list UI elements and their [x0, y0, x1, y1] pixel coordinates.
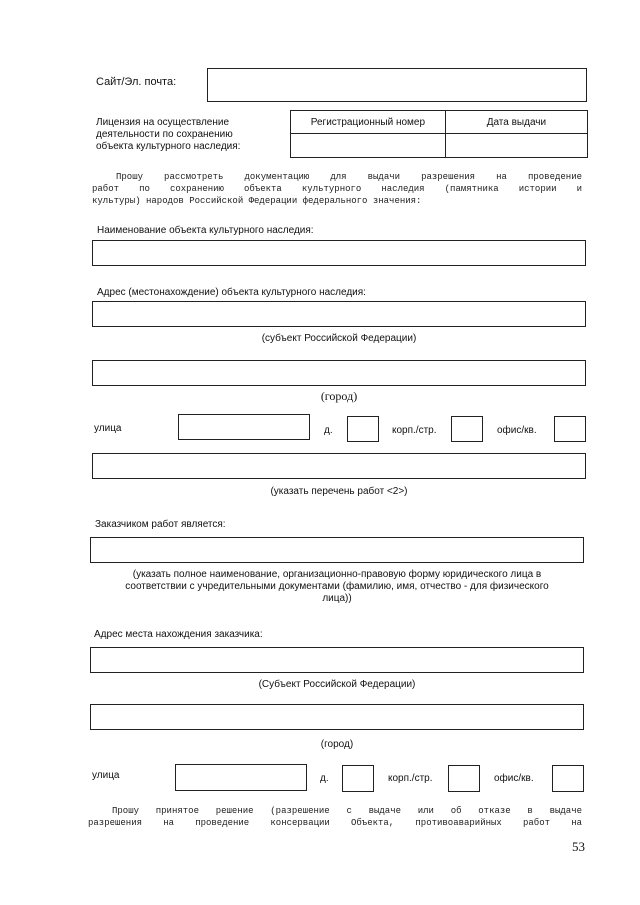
license-label-line-2: деятельности по сохранению: [96, 129, 233, 140]
object-corp-input[interactable]: [451, 416, 483, 442]
site-label: Сайт/Эл. почта:: [96, 76, 177, 88]
request-text-line-2: работ по сохранению объекта культурного наследия (памятника истории и: [92, 184, 582, 194]
customer-corp-label: корп./стр.: [388, 773, 433, 784]
object-name-label: Наименование объекта культурного наследия:: [97, 225, 314, 236]
customer-subject-caption: (Субъект Российской Федерации): [258, 679, 416, 690]
customer-caption-line-2: соответствии с учредительными документами (фамилию, имя, отчество - для физического: [125, 581, 549, 592]
customer-corp-input[interactable]: [448, 765, 480, 792]
object-office-input[interactable]: [554, 416, 586, 442]
page-number: 53: [572, 839, 585, 854]
license-label-line-1: Лицензия на осуществление: [96, 117, 230, 128]
object-address-label: Адрес (местонахождение) объекта культурного наследия:: [97, 287, 366, 298]
object-name-input[interactable]: [92, 240, 586, 266]
object-house-label: д.: [324, 425, 333, 436]
object-subject-input[interactable]: [92, 301, 586, 327]
license-date-cell[interactable]: [445, 134, 587, 158]
decision-text-line-1: Прошу принятое решение (разрешение с выдаче или об отказе в выдаче: [112, 806, 582, 816]
object-street-input[interactable]: [178, 414, 310, 440]
object-office-label: офис/кв.: [497, 425, 537, 436]
customer-street-label: улица: [92, 770, 120, 781]
customer-office-input[interactable]: [552, 765, 584, 792]
license-reg-number-header: Регистрационный номер: [291, 111, 446, 134]
object-corp-label: корп./стр.: [392, 425, 437, 436]
customer-caption-line-3: лица)): [322, 593, 352, 604]
customer-office-label: офис/кв.: [494, 773, 534, 784]
customer-house-input[interactable]: [342, 765, 374, 792]
customer-city-input[interactable]: [90, 704, 584, 730]
object-city-caption: (город): [320, 389, 358, 403]
request-text-line-1: Прошу рассмотреть документацию для выдачи разрешения на проведение: [116, 172, 582, 182]
license-table: [290, 110, 588, 158]
customer-city-caption: (город): [320, 739, 354, 750]
license-reg-number-cell[interactable]: [291, 134, 446, 158]
object-city-input[interactable]: [92, 360, 586, 386]
customer-input[interactable]: [90, 537, 584, 563]
request-text-line-3: культуры) народов Российской Федерации федерального значения:: [92, 196, 422, 206]
works-list-input[interactable]: [92, 453, 586, 479]
customer-street-input[interactable]: [175, 764, 307, 791]
object-subject-caption: (субъект Российской Федерации): [261, 333, 417, 344]
license-date-header: Дата выдачи: [445, 111, 587, 134]
customer-label: Заказчиком работ является:: [95, 519, 226, 530]
site-email-input[interactable]: [207, 68, 587, 102]
license-label-line-3: объекта культурного наследия:: [96, 141, 241, 152]
works-list-caption: (указать перечень работ <2>): [270, 486, 408, 497]
customer-subject-input[interactable]: [90, 647, 584, 673]
customer-house-label: д.: [320, 773, 329, 784]
customer-address-label: Адрес места нахождения заказчика:: [94, 629, 263, 640]
object-house-input[interactable]: [347, 416, 379, 442]
decision-text-line-2: разрешения на проведение консервации Объекта, противоаварийных работ на: [88, 818, 582, 828]
object-street-label: улица: [94, 423, 122, 434]
customer-caption-line-1: (указать полное наименование, организационно-правовую форму юридического лица в: [132, 569, 542, 580]
